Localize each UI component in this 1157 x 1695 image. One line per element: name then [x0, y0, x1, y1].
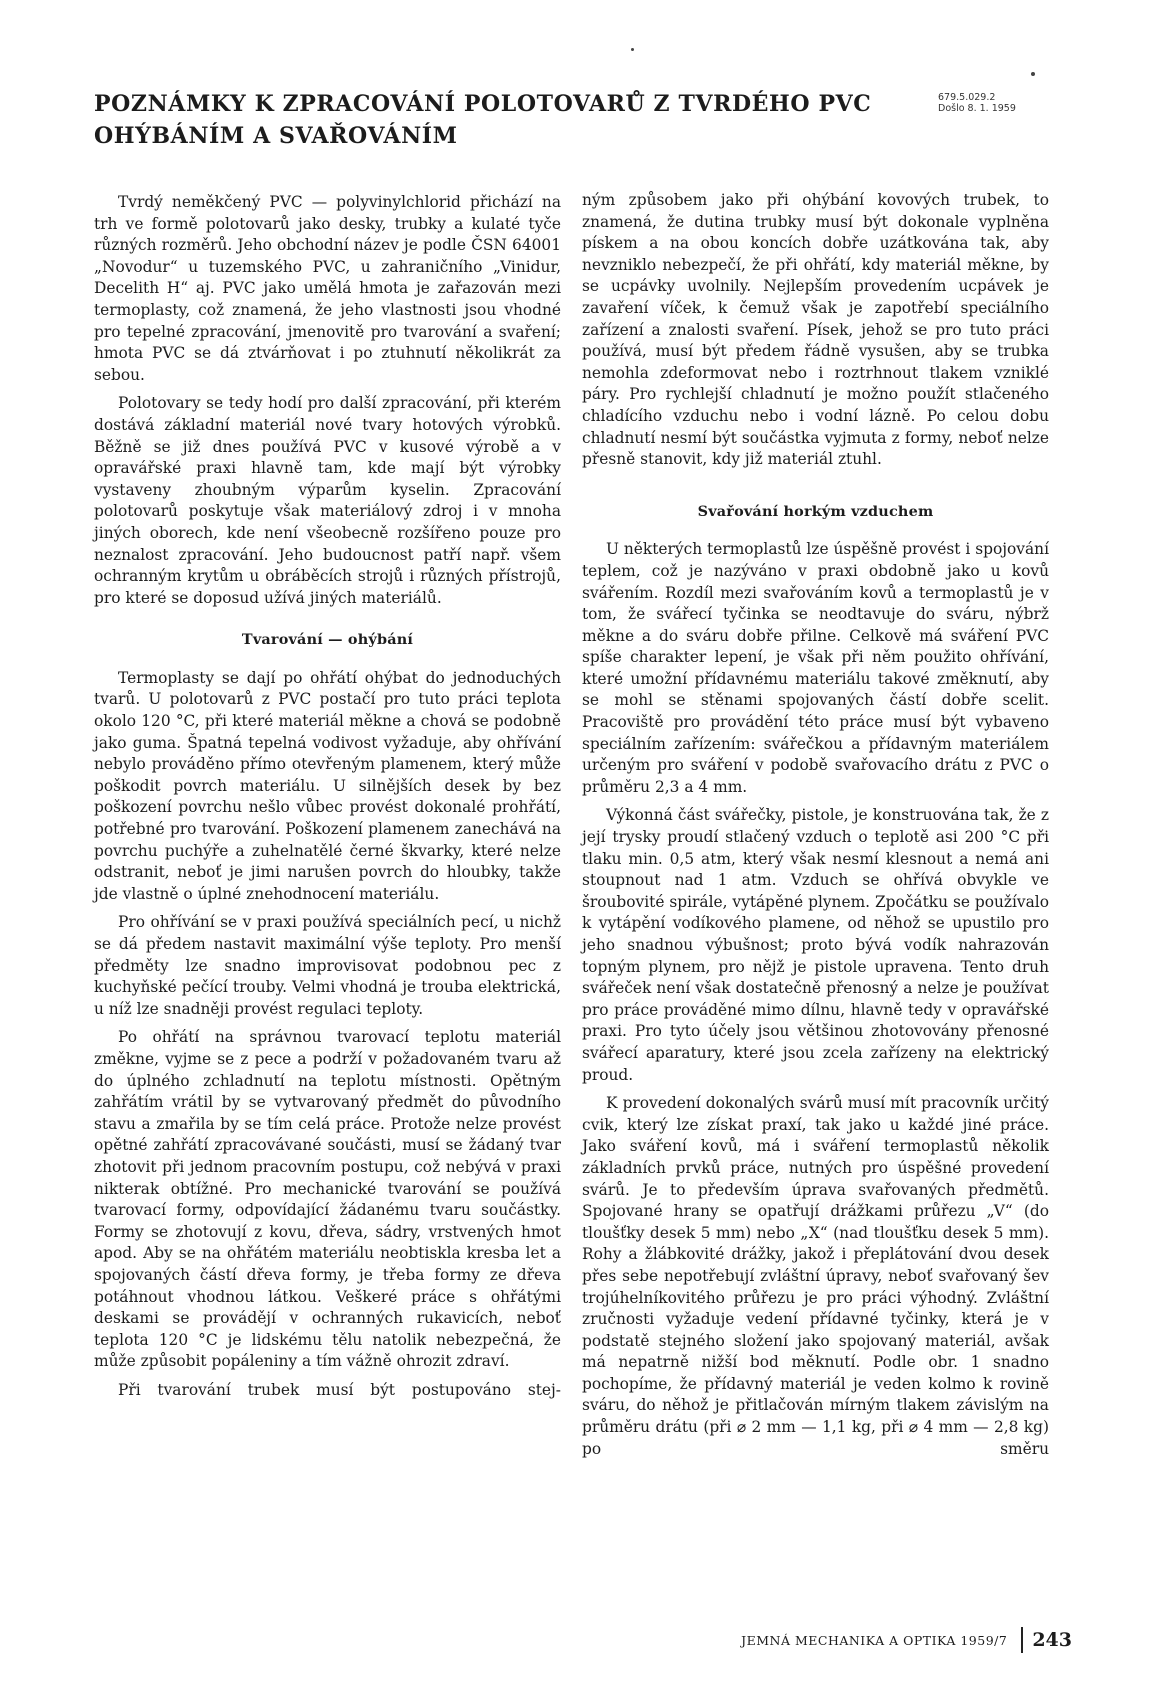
- article-meta: [938, 92, 1016, 114]
- paragraph: Po ohřátí na správnou tvarovací teplotu materiál změkne, vyjme se z pece a podrží v požadovaném tvaru až do úplného zchladnutí na teplotu místnosti. Opětným zahřátím vrátil by se vytvarovaný předmět do původního stavu a zmařila by se tím celá práce. Protože nelze provést opětné zahřátí zpracovávané součásti, musí se žádaný tvar zhotovit při jednom pracovním postupu, což nebývá v praxi nikterak obtížné. Pro mechanické tvarování se používá tvarovací formy, odpovídající žádanému tvaru součástky. Formy se zhotovují z kovu, dřeva, sádry, vrstvených hmot apod. Aby se na ohřátém materiálu neobtiskla kresba let a spojovaných částí dřeva formy, je třeba formy ze dřeva potáhnout vhodnou látkou. Veškeré práce s ohřátými deskami se provádějí v ochranných rukavicích, neboť teplota 120 °C je lidskému tělu natolik nebezpečná, že může způsobit popáleniny a tím vážně ohrozit zdraví.: [94, 1028, 561, 1371]
- page-number: 243: [1032, 1629, 1072, 1651]
- right-column: [582, 190, 1049, 1467]
- article-title-line-1: POZNÁMKY K ZPRACOVÁNÍ POLOTOVARŮ Z TVRDÉHO PVC: [94, 91, 872, 117]
- paragraph: Tvrdý neměkčený PVC — polyvinylchlorid přichází na trh ve formě polotovarů jako desky, trubky a kulaté tyče různých rozměrů. Jeho obchodní název je podle ČSN 64001 „Novodur“ u tuzemského PVC, u zahraničního „Vinidur, Decelith H“ aj. PVC jako umělá hmota je zařazován mezi termoplasty, což znamená, že jeho vlastnosti jsou vhodné pro tepelné zpracování, jmenovitě pro tvarování a svaření; hmota PVC se dá ztvárňovat i po ztuhnutí několikrát za sebou.: [94, 193, 561, 384]
- journal-name: JEMNÁ MECHANIKA A OPTIKA 1959/7: [741, 1632, 1008, 1648]
- footer-divider: [1021, 1627, 1023, 1653]
- section-heading-hot-air-welding: Svařování horkým vzduchem: [697, 502, 934, 520]
- page-footer: [741, 1627, 1072, 1653]
- left-column: [94, 192, 561, 1408]
- article-title: [94, 88, 914, 152]
- section-heading-shaping: Tvarování — ohýbání: [241, 631, 414, 649]
- paragraph: Polotovary se tedy hodí pro další zpracování, při kterém dostává základní materiál nové tvary hotových výrobků. Běžně se již dnes používá PVC v kusové výrobě a v opravářské praxi hlavně tam, kde mají být výrobky vystaveny zhoubným výparům kyselin. Zpracování polotovarů poskytuje však materiálový zdroj i v mnoha jiných oborech, kde není všeobecně rozšířeno pouze pro neznalost zpracování. Jeho budoucnost patří např. všem ochranným krytům u obráběcích strojů i různých přístrojů, pro které se doposud užívá jiných materiálů.: [94, 394, 561, 607]
- print-speck: [631, 48, 634, 51]
- paragraph: K provedení dokonalých svárů musí mít pracovník určitý cvik, který lze získat praxí, tak jako u každé jiné práce. Jako sváření kovů, má i sváření termoplastů několik základních prvků práce, nutných pro úspěšné provedení svárů. Je to především úprava svařovaných předmětů. Spojované hrany se opatřují drážkami průřezu „V“ (do tloušťky desek 5 mm) nebo „X“ (nad tloušťku desek 5 mm). Rohy a žlábkovité drážky, jakož i přeplátování dvou desek přes sebe nepotřebují zvláštní úpravy, neboť svařovaný šev trojúhelníkovitého průřezu je pro práci výhodný. Zvláštní zručnosti vyžaduje vedení přídavné tyčinky, která je v podstatě stejného složení jako spojovaný materiál, avšak má nepatrně nižší bod měknutí. Podle obr. 1 snadno pochopíme, že přídavný materiál je veden kolmo k rovině sváru, do něhož je přitlačován mírným tlakem závislým na průměru drátu (při ⌀ 2 mm — 1,1 kg, při ⌀ 4 mm — 2,8 kg) po směru: [582, 1094, 1049, 1458]
- received-date: Došlo 8. 1. 1959: [938, 103, 1016, 114]
- paragraph: U některých termoplastů lze úspěšně provést i spojování teplem, což je nazýváno v praxi obdobně jako u kovů svářením. Rozdíl mezi svařováním kovů a termoplastů je v tom, že svářecí tyčinka se neodtavuje do sváru, nýbrž měkne a do sváru dobře přilne. Celkově má sváření PVC spíše charakter lepení, je však při něm použito ohřívání, které umožní přídavnému materiálu takové změknutí, aby se mohl se stěnami spojovaných částí dobře scelit. Pracoviště pro provádění této práce musí být vybaveno speciálním zařízením: svářečkou a přídavným materiálem určeným pro sváření v podobě svařovacího drátu z PVC o průměru 2,3 a 4 mm.: [582, 540, 1049, 796]
- paragraph: Výkonná část svářečky, pistole, je konstruována tak, že z její trysky proudí stlačený vzduch o teplotě asi 200 °C při tlaku min. 0,5 atm, který však nesmí klesnout a nemá ani stoupnout nad 1 atm. Vzduch se ohřívá obvykle ve šroubovité spirále, vytápěné plynem. Zpočátku se používalo k vytápění vodíkového plamene, od něhož se upustilo pro jeho snadnou výbušnost; proto bývá vodík nahrazován topným plynem, pro nějž je pistole upravena. Tento druh svářeček není však dostatečně přenosný a nelze je používat pro práce prováděné mimo dílnu, hlavně tedy v opravářské praxi. Pro tyto účely jsou většinou zhotovovány přenosné svářecí aparatury, které jsou zcela zařízeny na elektrický proud.: [582, 806, 1049, 1084]
- paragraph-continuation: ným způsobem jako při ohýbání kovových trubek, to znamená, že dutina trubky musí být dokonale vyplněna pískem a na obou koncích dobře uzátkována tak, aby nevzniklo nebezpečí, že při ohřátí, kdy materiál měkne, by se ucpávky uvolnily. Nejlepším provedením ucpávek je zavaření víček, k čemuž však je zapotřebí speciálního zařízení a znalosti svaření. Písek, jehož se pro tuto práci používá, musí být předem řádně vysušen, aby se trubka nemohla zdeformovat nebo i roztrhnout tlakem vzniklé páry. Pro rychlejší chladnutí je možno použít stlačeného chladícího vzduchu nebo i vodní lázně. Po celou dobu chladnutí nesmí být součástka vyjmuta z formy, neboť nelze přesně stanovit, kdy již materiál ztuhl.: [582, 191, 1049, 469]
- paragraph: Termoplasty se dají po ohřátí ohýbat do jednoduchých tvarů. U polotovarů z PVC postačí pro tuto práci teplota okolo 120 °C, při které materiál měkne a chová se podobně jako guma. Špatná tepelná vodivost vyžaduje, aby ohřívání nebylo prováděno přímo otevřeným plamenem, který může poškodit povrch materiálu. U silnějších desek by bez poškození povrchu nešlo vůbec provést dokonalé prohřátí, potřebné pro tvarování. Poškození plamenem zanechává na povrchu puchýře a zuhelnatělé černé škvarky, které nelze odstranit, neboť je jimi narušen povrch do hloubky, takže jde vlastně o úplné znehodnocení materiálu.: [94, 668, 561, 903]
- classification-code: 679.5.029.2: [938, 92, 996, 103]
- print-speck: [1031, 72, 1035, 76]
- article-title-line-2: OHÝBÁNÍM A SVAŘOVÁNÍM: [94, 123, 458, 149]
- paragraph-continued: Při tvarování trubek musí být postupováno stej-: [118, 1380, 561, 1399]
- paragraph: Pro ohřívání se v praxi používá speciálních pecí, u nichž se dá předem nastavit maximální výše teploty. Pro menší předměty lze snadno improvisovat podobnou pec z kuchyňské pečící trouby. Velmi vhodná je trouba elektrická, u níž lze snadněji provést regulaci teploty.: [94, 913, 561, 1018]
